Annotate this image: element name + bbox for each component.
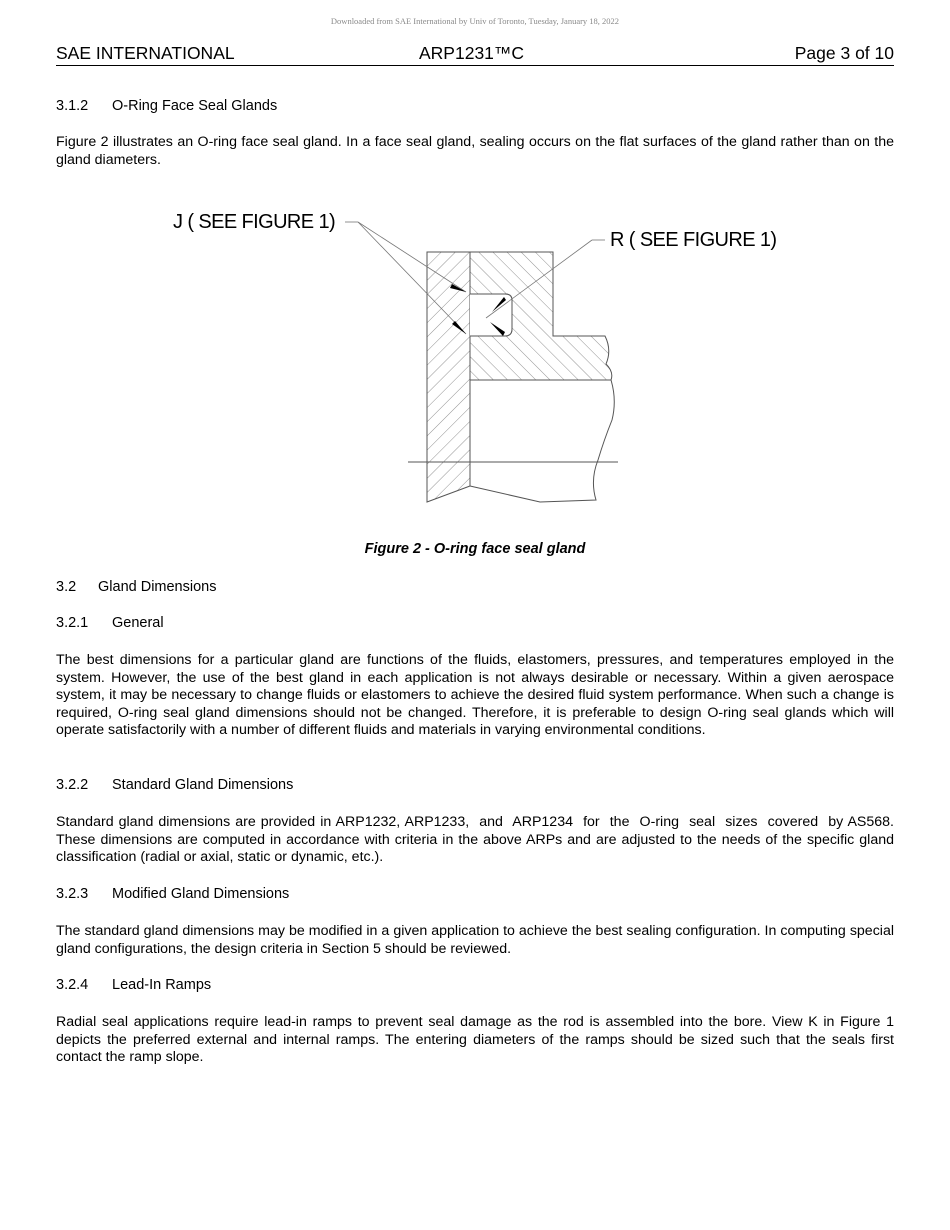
paragraph-3-2-4: Radial seal applications require lead-in ramps to prevent seal damage as the rod is assembled into the bore. View K in Figure 1 depicts the preferred external and internal ramps. The entering diameters of the ramps should be sized such that the seals first contact the ramp slope. (56, 1014, 894, 1066)
download-watermark: Downloaded from SAE International by Univ of Toronto, Tuesday, January 18, 2022 (330, 16, 620, 26)
figure-2-drawing (0, 190, 950, 520)
section-number: 3.2.1 (56, 615, 89, 631)
section-title: O-Ring Face Seal Glands (112, 98, 278, 114)
paragraph-3-2-2: Standard gland dimensions are provided in ARP1232, ARP1233, and ARP1234 for the O-ring seal sizes covered by AS568. These dimensions are computed in accordance with criteria in the above ARPs and are adjusted to the needs of the specific gland classification (radial or axial, static or dynamic, etc.). (56, 814, 898, 866)
section-heading-3-2-1 (56, 615, 164, 631)
section-title: Gland Dimensions (98, 579, 217, 595)
section-heading-3-2-4 (56, 977, 211, 993)
section-title: General (112, 615, 164, 631)
section-number: 3.2.3 (56, 886, 89, 902)
o-ring-groove (470, 294, 512, 336)
header-page-number: Page 3 of 10 (794, 43, 894, 63)
section-heading-3-1-2 (56, 98, 277, 114)
header-document-number: ARP1231™C (419, 43, 525, 63)
paragraph-3-2-1: The best dimensions for a particular gland are functions of the fluids, elastomers, pressures, and temperatures employed in the system. However, the use of the best gland in each application is not always desirable or necessary. Within a given aerospace system, it may be necessary to change fluids or elastomers to achieve the desired fluid system performance. When such a change is required, O-ring seal gland dimensions should not be changed. Therefore, it is preferable to design O-ring seal glands which will operate satisfactorily with a number of different fluids and materials in varying environmental conditions. (56, 652, 894, 739)
section-number: 3.1.2 (56, 98, 89, 114)
section-heading-3-2-2 (56, 777, 293, 793)
section-title: Lead-In Ramps (112, 977, 212, 993)
section-heading-3-2 (56, 579, 216, 595)
section-title: Modified Gland Dimensions (112, 886, 290, 902)
paragraph-3-2-3: The standard gland dimensions may be modified in a given application to achieve the best sealing configuration. In computing special gland configurations, the design criteria in Section 5 should be reviewed. (56, 923, 894, 957)
page-header (56, 43, 894, 66)
section-number: 3.2 (56, 579, 77, 595)
section-number: 3.2.4 (56, 977, 89, 993)
section-number: 3.2.2 (56, 777, 89, 793)
header-organization: SAE INTERNATIONAL (56, 43, 235, 63)
section-title: Standard Gland Dimensions (112, 777, 294, 793)
paragraph-3-1-2: Figure 2 illustrates an O-ring face seal gland. In a face seal gland, sealing occurs on the flat surfaces of the gland rather than on the gland diameters. (56, 134, 894, 168)
label-j-see-figure-1: J ( SEE FIGURE 1) (173, 211, 336, 233)
label-r-see-figure-1: R ( SEE FIGURE 1) (610, 229, 777, 251)
section-heading-3-2-3 (56, 886, 289, 902)
figure-2-caption: Figure 2 - O-ring face seal gland (364, 541, 586, 557)
left-plate-section (427, 252, 470, 502)
lower-body-outline (470, 380, 614, 502)
